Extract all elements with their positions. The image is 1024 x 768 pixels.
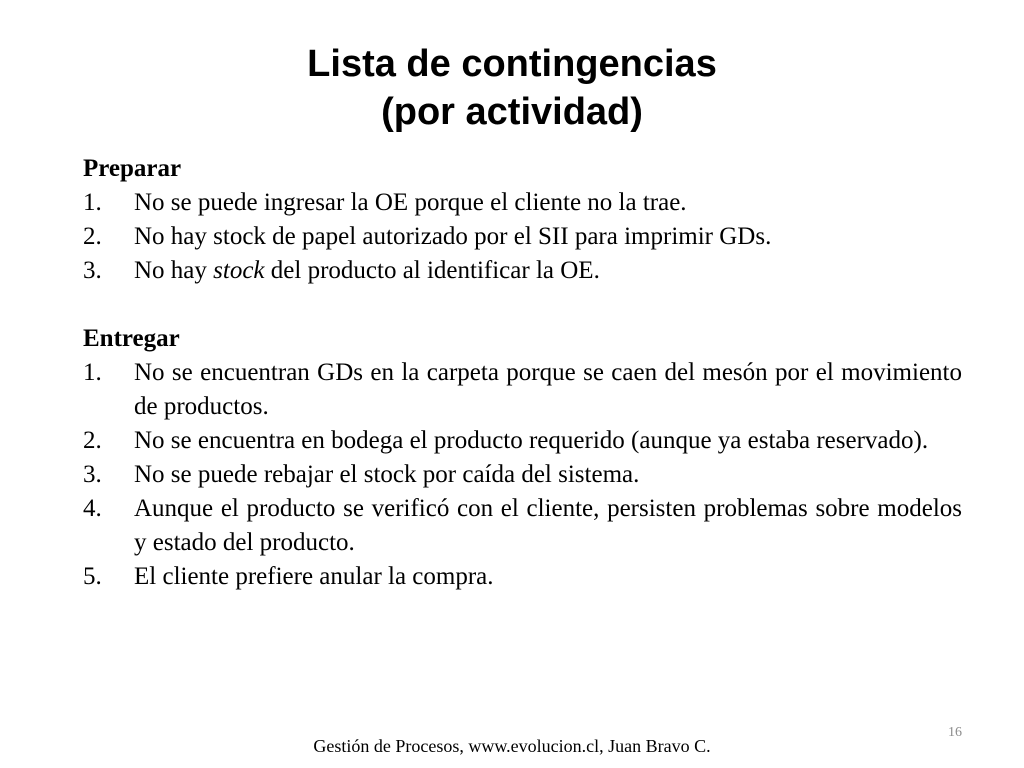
- list-item-text: No se encuentra en bodega el producto requerido (aunque ya estaba reservado).: [134, 427, 929, 454]
- list-item-text-emphasis: stock: [213, 257, 265, 284]
- slide-body: [83, 152, 962, 594]
- list-item-number: 3.: [83, 461, 102, 488]
- list-entregar: [83, 356, 962, 594]
- section-heading-entregar: Entregar: [83, 325, 180, 352]
- list-item-text: [134, 254, 962, 288]
- section-spacer: [83, 288, 962, 322]
- list-item: [83, 492, 962, 560]
- list-item: [83, 356, 962, 424]
- slide-title: [0, 40, 1024, 136]
- list-item-number: 4.: [83, 495, 102, 522]
- list-item-number: 2.: [83, 427, 102, 454]
- list-item: [83, 220, 962, 254]
- list-item-text: No se encuentran GDs en la carpeta porque se caen del mesón por el movimiento de productos.: [134, 359, 962, 420]
- slide-title-line-2: (por actividad): [381, 91, 643, 133]
- list-item: [83, 254, 962, 288]
- list-item-number: 5.: [83, 563, 102, 590]
- list-preparar: [83, 186, 962, 288]
- list-item-text: El cliente prefiere anular la compra.: [134, 563, 494, 590]
- list-item-number: 2.: [83, 223, 102, 250]
- list-item-text-post: del producto al identificar la OE.: [264, 257, 600, 284]
- list-item: [83, 186, 962, 220]
- list-item: [83, 424, 962, 458]
- list-item: [83, 560, 962, 594]
- slide-title-line-1: Lista de contingencias: [307, 43, 717, 85]
- list-item-text: No se puede ingresar la OE porque el cliente no la trae.: [134, 189, 687, 216]
- list-item: [83, 458, 962, 492]
- list-item-text: No se puede rebajar el stock por caída del sistema.: [134, 461, 640, 488]
- list-item-number: 3.: [83, 257, 102, 284]
- list-item-text: Aunque el producto se verificó con el cliente, persisten problemas sobre modelos y estado del producto.: [134, 495, 962, 556]
- list-item-text: No hay stock de papel autorizado por el SII para imprimir GDs.: [134, 223, 772, 250]
- page-number: 16: [948, 725, 962, 740]
- slide-footer: Gestión de Procesos, www.evolucion.cl, Juan Bravo C.: [313, 736, 711, 756]
- list-item-number: 1.: [83, 359, 102, 386]
- section-heading-preparar: Preparar: [83, 155, 182, 182]
- list-item-number: 1.: [83, 189, 102, 216]
- list-item-text-pre: No hay: [134, 257, 214, 284]
